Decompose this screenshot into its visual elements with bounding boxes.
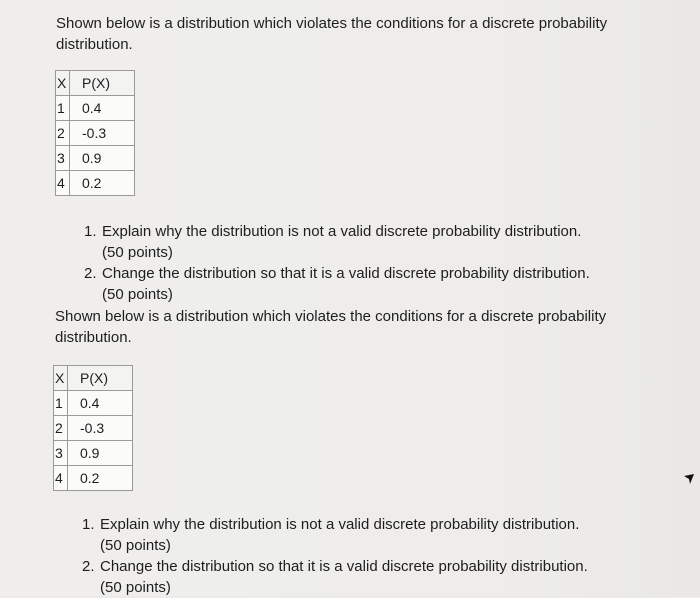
header-px: P(X): [70, 71, 135, 96]
table-row: [54, 391, 133, 416]
cell-px: 0.9: [70, 146, 135, 171]
table-row: [56, 171, 135, 196]
question-points: (50 points): [100, 537, 171, 554]
cell-x: 3: [54, 441, 68, 466]
cell-x: 1: [56, 96, 70, 121]
question-item: [86, 263, 646, 305]
question-text: Change the distribution so that it is a valid discrete probability distribution.: [102, 265, 590, 282]
table-row: [56, 121, 135, 146]
question-item: [84, 556, 644, 598]
question-text: Explain why the distribution is not a valid discrete probability distribution.: [100, 516, 580, 533]
table-row: [54, 466, 133, 491]
table-row: [54, 416, 133, 441]
cell-x: 2: [54, 416, 68, 441]
question-text: Change the distribution so that it is a valid discrete probability distribution.: [100, 558, 588, 575]
question-list: [86, 221, 646, 305]
cell-x: 4: [56, 171, 70, 196]
repeat-intro-paragraph: Shown below is a distribution which violates the conditions for a discrete probability distribution.: [55, 308, 607, 346]
cell-px: 0.4: [70, 96, 135, 121]
distribution-table: [55, 70, 135, 196]
question-text: Explain why the distribution is not a valid discrete probability distribution.: [102, 223, 582, 240]
cell-px: -0.3: [70, 121, 135, 146]
table-row: [56, 146, 135, 171]
intro-paragraph: Shown below is a distribution which violates the conditions for a discrete probability distribution.: [56, 15, 608, 53]
header-x: X: [56, 71, 70, 96]
cell-px: -0.3: [68, 416, 133, 441]
repeat-question-list: [84, 514, 644, 598]
question-number: 1.: [82, 516, 95, 533]
question-points: (50 points): [102, 286, 173, 303]
cell-x: 4: [54, 466, 68, 491]
table-row: [56, 96, 135, 121]
header-px: P(X): [68, 366, 133, 391]
question-points: (50 points): [102, 244, 173, 261]
question-item: [86, 221, 646, 263]
question-number: 2.: [84, 265, 97, 282]
table-header-row: [54, 366, 133, 391]
cell-px: 0.2: [70, 171, 135, 196]
header-x: X: [54, 366, 68, 391]
repeat-distribution-table: [53, 365, 133, 491]
cell-px: 0.2: [68, 466, 133, 491]
question-number: 2.: [82, 558, 95, 575]
cell-px: 0.9: [68, 441, 133, 466]
cell-x: 3: [56, 146, 70, 171]
table-row: [54, 441, 133, 466]
question-item: [84, 514, 644, 556]
arrow-cursor-icon: [683, 473, 695, 485]
table-header-row: [56, 71, 135, 96]
cell-px: 0.4: [68, 391, 133, 416]
question-points: (50 points): [100, 579, 171, 596]
cell-x: 2: [56, 121, 70, 146]
question-number: 1.: [84, 223, 97, 240]
cell-x: 1: [54, 391, 68, 416]
